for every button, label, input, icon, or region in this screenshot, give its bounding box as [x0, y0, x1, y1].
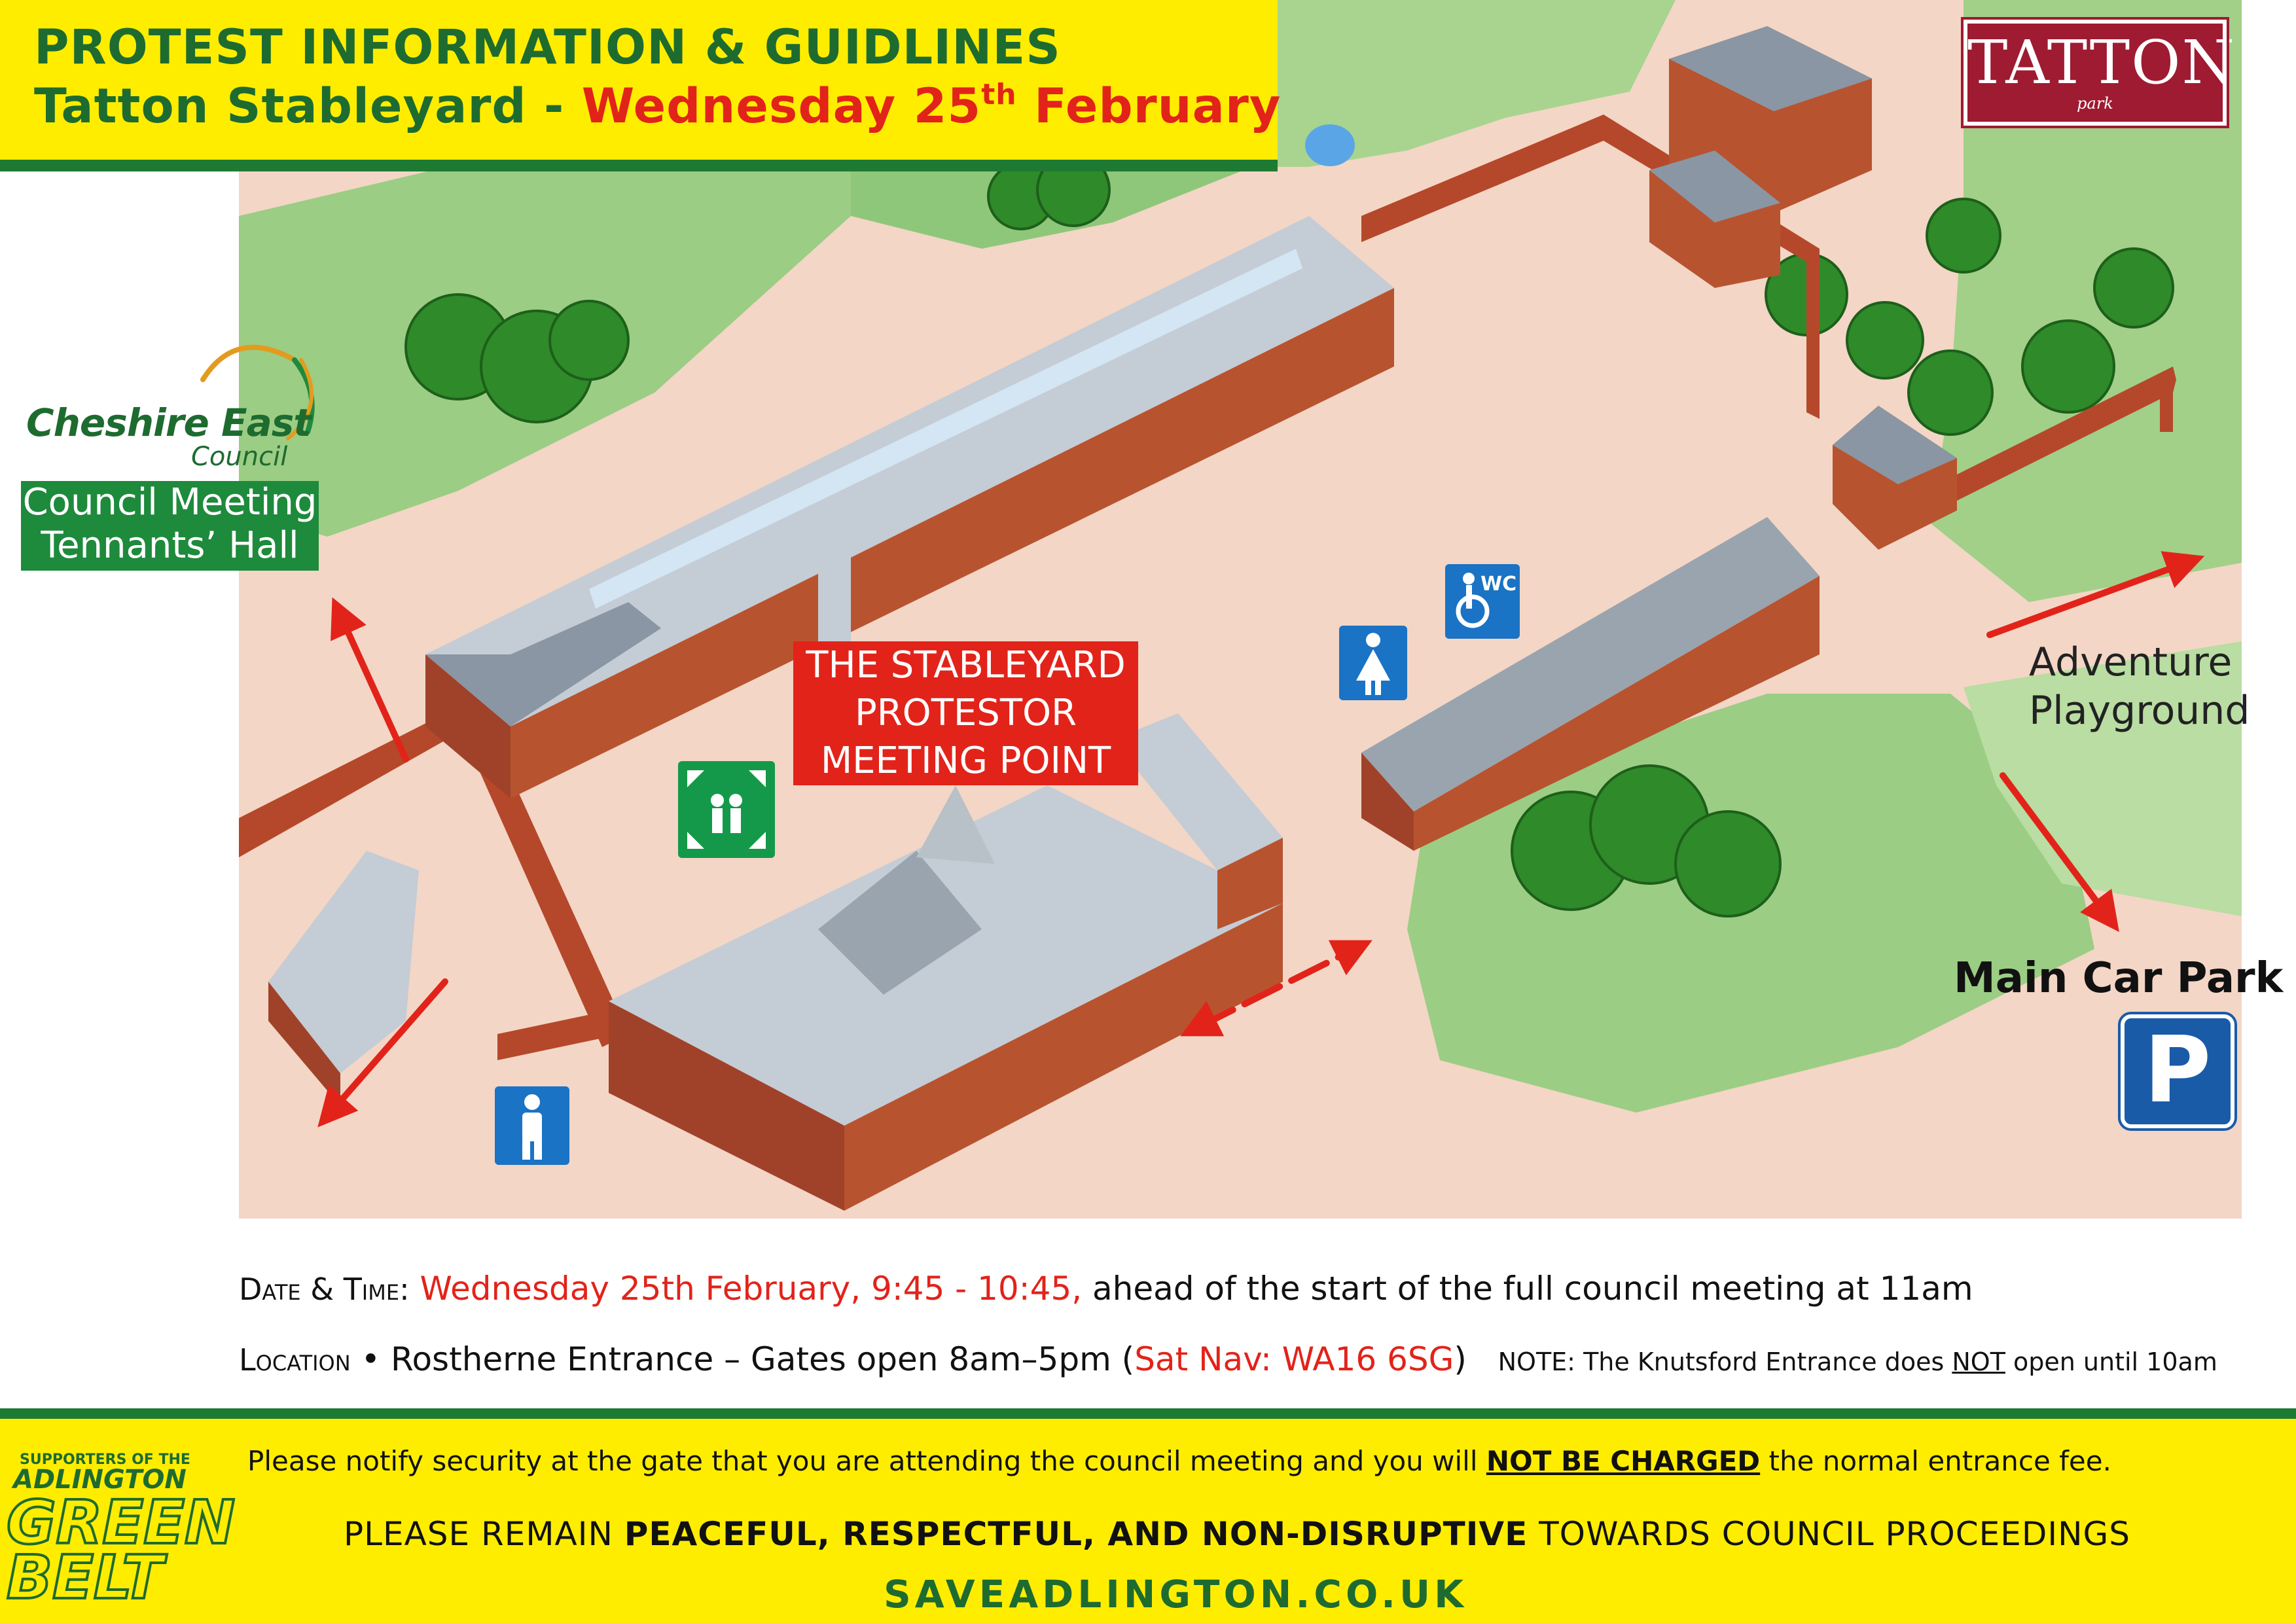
not-charged: NOT BE CHARGED — [1486, 1445, 1761, 1477]
cheshire-east-council: Council — [191, 442, 288, 472]
pond — [1305, 124, 1355, 166]
wc-label: WC — [1480, 573, 1517, 596]
green-belt-logo-belt: BELT — [7, 1543, 164, 1613]
knutsford-note: NOTE: The Knutsford Entrance does NOT open until 10am — [1498, 1347, 2217, 1376]
council-meeting-line2: Tennants’ Hall — [41, 524, 299, 567]
sat-nav: Sat Nav: WA16 6SG — [1134, 1340, 1454, 1378]
tatton-park-logo — [1964, 20, 2236, 126]
date-time-label: Date & Time: — [239, 1272, 410, 1307]
female-toilet-icon — [1339, 626, 1407, 700]
adventure-line2: Playground — [2029, 688, 2250, 734]
parking-icon: P — [2121, 1014, 2234, 1128]
main-car-park-label: Main Car Park — [1954, 954, 2284, 1003]
tatton-sub: park — [2077, 94, 2113, 113]
cheshire-east-name: Cheshire East — [26, 401, 312, 445]
security-notice: Please notify security at the gate that you are attending the council meeting and you will NOT BE CHARGED the normal entrance fee. — [247, 1445, 2111, 1477]
conduct-emphasis: PEACEFUL, RESPECTFUL, AND NON-DISRUPTIVE — [624, 1515, 1528, 1553]
adventure-playground-label — [2029, 638, 2250, 735]
page-title: PROTEST INFORMATION & GUIDLINES — [34, 20, 1061, 75]
tatton-name: TATTON — [1967, 27, 2236, 98]
green-belt-logo-mid: ADLINGTON — [13, 1465, 187, 1495]
council-meeting-label — [21, 481, 319, 571]
footer-rule — [0, 1408, 2296, 1419]
conduct-notice: PLEASE REMAIN PEACEFUL, RESPECTFUL, AND NON-DISRUPTIVE TOWARDS COUNCIL PROCEEDINGS — [344, 1515, 2130, 1553]
date-time-line — [239, 1270, 1973, 1308]
header-rule — [0, 160, 1278, 171]
meeting-point-label — [793, 641, 1138, 785]
adventure-line1: Adventure — [2029, 639, 2233, 685]
venue-name: Tatton Stableyard - — [34, 79, 582, 134]
green-belt-logo — [7, 1488, 236, 1613]
green-belt-logo-green: GREEN — [7, 1488, 236, 1558]
meeting-point-line1: THE STABLEYARD — [806, 644, 1126, 687]
date-time-value: Wednesday 25th February, 9:45 - 10:45, — [420, 1270, 1083, 1308]
location-line — [239, 1340, 2217, 1378]
website-link[interactable]: SAVEADLINGTON.CO.UK — [884, 1572, 1468, 1616]
council-meeting-line1: Council Meeting — [22, 481, 317, 524]
location-close: ) — [1454, 1340, 1467, 1378]
assembly-point-icon — [678, 761, 775, 858]
location-value: • Rostherne Entrance – Gates open 8am–5pm ( — [350, 1340, 1135, 1378]
date-time-rest: ahead of the start of the full council meeting at 11am — [1082, 1270, 1973, 1308]
male-toilet-icon — [495, 1086, 569, 1165]
meeting-point-line3: MEETING POINT — [820, 740, 1111, 782]
event-date: Wednesday 25th February — [581, 78, 1282, 134]
location-label: Location — [239, 1342, 351, 1378]
venue-date-line — [34, 79, 1281, 134]
green-belt-logo-top: SUPPORTERS OF THE — [20, 1452, 190, 1468]
accessible-wc-icon — [1445, 564, 1520, 639]
meeting-point-line2: PROTESTOR — [854, 692, 1077, 734]
